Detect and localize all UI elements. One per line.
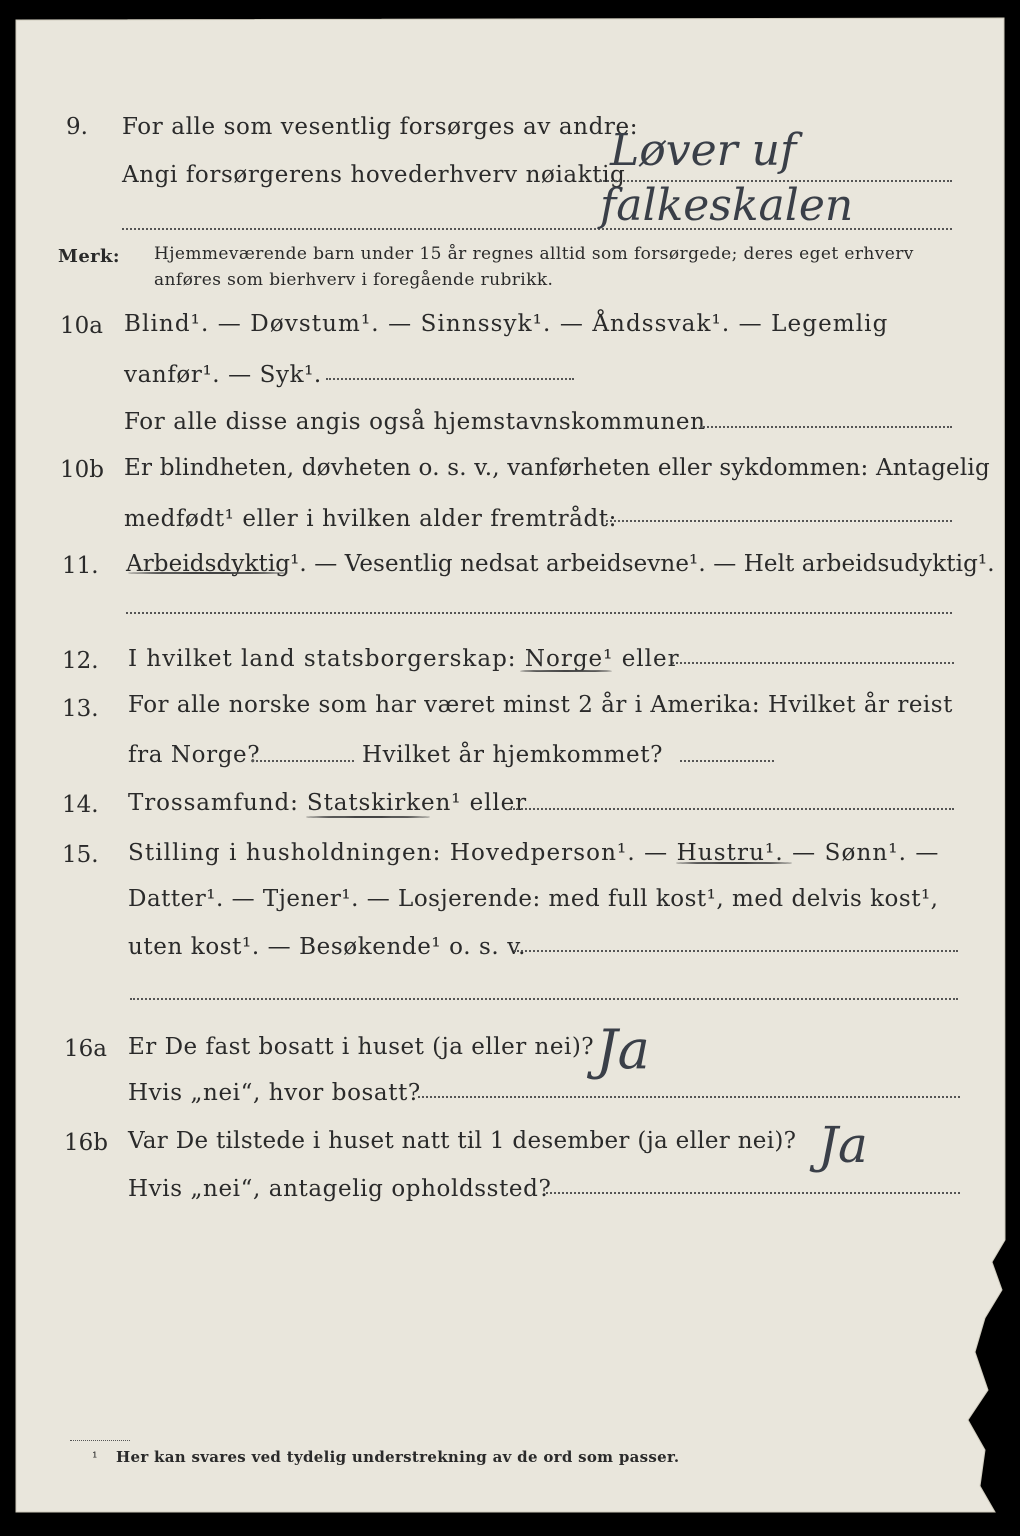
q10a-number: 10a: [60, 313, 103, 339]
q15-answer-line1: [514, 950, 958, 952]
q10a-answer-line1: [326, 378, 574, 380]
q10a-line3: For alle disse angis også hjemstavnskommunen: [124, 409, 706, 435]
q9-answer-handwriting2: falkeskalen: [600, 180, 854, 231]
q14-underline-statskirken: [306, 816, 430, 818]
q16b-answer-line: [546, 1192, 960, 1194]
q14-answer-line: [510, 808, 954, 810]
q11-line1: Arbeidsdyktig¹. — Vesentlig nedsat arbeidsevne¹. — Helt arbeidsudyktig¹.: [126, 551, 995, 577]
q13-answer-line-reist: [252, 760, 354, 762]
q12-answer-line: [672, 662, 954, 664]
q16a-answer-line: [418, 1096, 960, 1098]
q13-line2a: fra Norge?: [128, 742, 261, 768]
q9-line1: For alle som vesentlig forsørges av andre:: [122, 114, 639, 140]
q10b-answer-line: [606, 520, 952, 522]
q16a-line1: Er De fast bosatt i huset (ja eller nei)?: [128, 1034, 595, 1060]
q16a-answer-handwriting: Ja: [596, 1018, 650, 1081]
q16b-line2: Hvis „nei“, antagelig opholdssted?: [128, 1176, 552, 1202]
q9-answer-handwriting1: Løver uf: [610, 125, 797, 176]
q14-number: 14.: [62, 792, 99, 818]
q13-line1: For alle norske som har været minst 2 år i Amerika: Hvilket år reist: [128, 692, 953, 718]
q13-answer-line-hjemkommet: [680, 760, 774, 762]
q15-number: 15.: [62, 842, 99, 868]
q10b-line2: medfødt¹ eller i hvilken alder fremtrådt:: [124, 506, 617, 532]
q13-number: 13.: [62, 696, 99, 722]
q16b-answer-handwriting: Ja: [818, 1116, 868, 1174]
q15-line1: Stilling i husholdningen: Hovedperson¹. — Hustru¹. — Sønn¹. —: [128, 840, 940, 866]
q16b-number: 16b: [64, 1130, 108, 1156]
q11-underline-arbeidsdyktig: [128, 572, 288, 574]
q9-number: 9.: [66, 114, 88, 140]
q14-line1: Trossamfund: Statskirken¹ eller: [128, 790, 527, 816]
q9-line2: Angi forsørgerens hovederhverv nøiaktig: [122, 162, 626, 188]
q10a-line1: Blind¹. — Døvstum¹. — Sinnssyk¹. — Åndssvak¹. — Legemlig: [124, 311, 889, 337]
q12-number: 12.: [62, 648, 99, 674]
q12-line1: I hvilket land statsborgerskap: Norge¹ eller: [128, 646, 680, 672]
footnote-rule: [70, 1440, 130, 1441]
merk-line1: Hjemmeværende barn under 15 år regnes alltid som forsørgede; deres eget erhverv: [154, 244, 914, 264]
q15-underline-hustru: [676, 862, 792, 864]
footnote-mark: ¹: [92, 1450, 99, 1466]
q13-line2b: Hvilket år hjemkommet?: [362, 742, 664, 768]
q16a-number: 16a: [64, 1036, 107, 1062]
q12-underline-norge: [520, 670, 612, 672]
merk-line2: anføres som bierhverv i foregående rubrikk.: [154, 270, 554, 290]
q11-answer-line: [126, 612, 952, 614]
q16b-line1: Var De tilstede i huset natt til 1 desember (ja eller nei)?: [128, 1128, 797, 1154]
footnote-text: Her kan svares ved tydelig understrekning av de ord som passer.: [116, 1448, 680, 1466]
q11-number: 11.: [62, 553, 99, 579]
q10b-line1: Er blindheten, døvheten o. s. v., vanførheten eller sykdommen: Antagelig: [124, 455, 990, 481]
q10b-number: 10b: [60, 457, 104, 483]
q10a-answer-line2: [700, 426, 952, 428]
merk-label: Merk:: [58, 246, 120, 267]
q15-answer-line2: [130, 998, 958, 1000]
q15-line2: Datter¹. — Tjener¹. — Losjerende: med full kost¹, med delvis kost¹,: [128, 886, 939, 912]
q16a-line2: Hvis „nei“, hvor bosatt?: [128, 1080, 421, 1106]
q15-line3: uten kost¹. — Besøkende¹ o. s. v.: [128, 934, 527, 960]
q10a-line2: vanfør¹. — Syk¹.: [124, 362, 322, 388]
